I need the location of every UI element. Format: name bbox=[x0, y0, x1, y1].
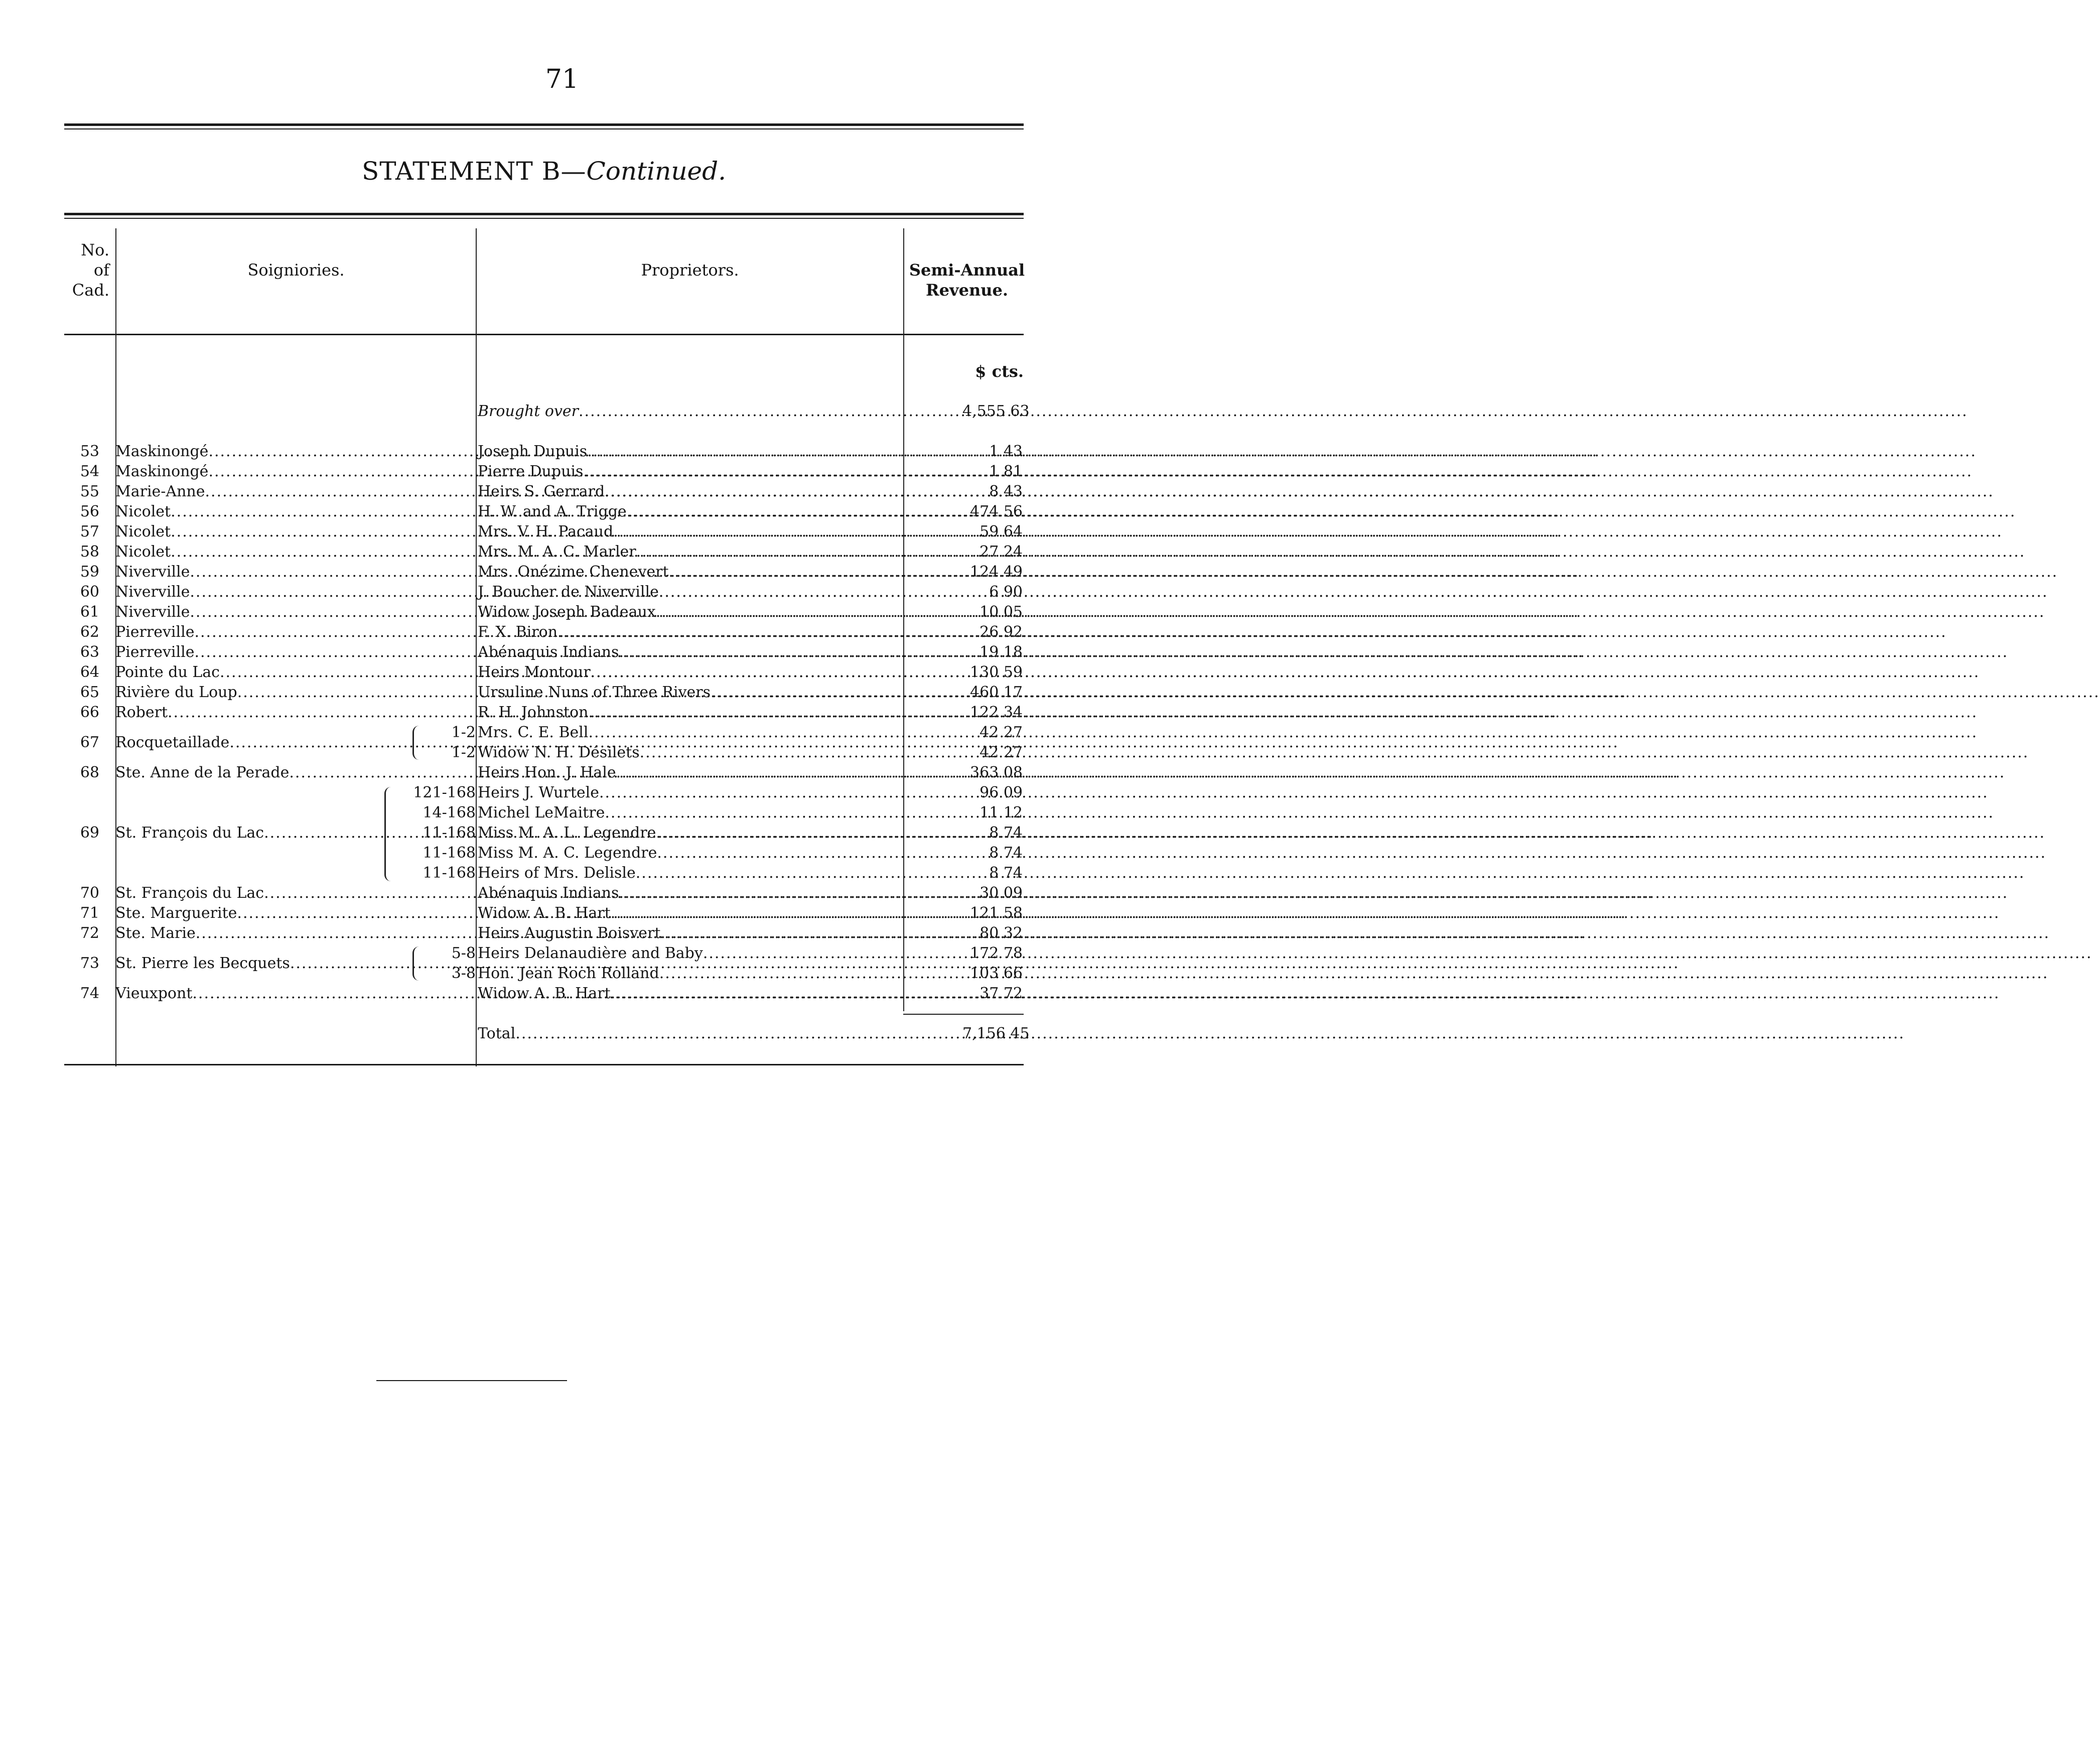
group-no-69: 69 bbox=[80, 824, 99, 842]
row-number: 59 bbox=[80, 563, 99, 581]
proprietor-cell bbox=[478, 984, 954, 1004]
seigniory-cell bbox=[115, 843, 476, 863]
proprietor-name: Mrs. C. E. Bell bbox=[478, 724, 589, 741]
table-row bbox=[64, 683, 1024, 703]
proprietor-cell bbox=[478, 642, 954, 662]
table-row bbox=[64, 883, 1024, 903]
table-row bbox=[64, 763, 1024, 783]
seigniory-cell bbox=[115, 602, 476, 622]
row-number: 62 bbox=[80, 623, 99, 641]
revenue-value: 27 24 bbox=[979, 543, 1023, 561]
proprietor-name: Miss M. A. C. Legendre bbox=[478, 844, 657, 862]
seigniory-name: Pierreville bbox=[115, 643, 195, 661]
total-row bbox=[64, 1024, 1030, 1044]
proprietor-cell bbox=[478, 622, 954, 642]
header-no-line2: of bbox=[93, 260, 109, 280]
header-no-line1: No. bbox=[81, 240, 109, 259]
revenue-value: 460 17 bbox=[970, 684, 1023, 701]
proprietor-cell bbox=[478, 683, 954, 703]
cadastre-code: 11-168 bbox=[423, 844, 476, 862]
table-row bbox=[64, 502, 1024, 522]
table-row bbox=[64, 803, 1024, 823]
revenue-value: 130 59 bbox=[970, 663, 1023, 681]
table-row bbox=[64, 582, 1024, 602]
proprietor-name: Mrs. M. A. C. Marler bbox=[478, 543, 636, 561]
group-seigniory-73 bbox=[64, 954, 1024, 974]
revenue-value: 8 74 bbox=[989, 824, 1023, 842]
seigniory-name: Niverville bbox=[115, 583, 190, 601]
row-number: 64 bbox=[80, 663, 99, 681]
proprietor-name: J. Boucher de Niverville bbox=[478, 583, 659, 601]
seigniory-name: Maskinongé bbox=[115, 443, 209, 460]
row-number: 56 bbox=[80, 503, 99, 520]
seigniory-cell bbox=[115, 442, 476, 462]
proprietor-cell bbox=[478, 522, 954, 542]
proprietor-name: F. X. Biron bbox=[478, 623, 558, 641]
seigniory-name: Niverville bbox=[115, 603, 190, 621]
seigniory-cell bbox=[115, 923, 476, 943]
table-row bbox=[64, 542, 1024, 562]
proprietor-name: Abénaquis Indians bbox=[478, 884, 619, 902]
table-row bbox=[64, 522, 1024, 542]
brought-over-text: Brought over bbox=[478, 402, 579, 420]
top-rule bbox=[64, 123, 1024, 126]
footer-rule bbox=[376, 1380, 567, 1381]
seigniory-cell bbox=[115, 562, 476, 582]
row-number: 53 bbox=[80, 443, 99, 460]
seigniory-cell bbox=[115, 863, 476, 883]
revenue-value: 103 66 bbox=[970, 965, 1023, 982]
seigniory-cell bbox=[115, 683, 476, 703]
proprietor-name: Heirs S. Gerrard bbox=[478, 483, 605, 500]
row-number: 63 bbox=[80, 643, 99, 661]
proprietor-name: Abénaquis Indians bbox=[478, 643, 619, 661]
cadastre-code: 5-8 bbox=[451, 944, 476, 962]
header-revenue bbox=[904, 260, 1030, 300]
revenue-value: 19 18 bbox=[979, 643, 1023, 661]
seigniory-cell bbox=[115, 522, 476, 542]
table-row bbox=[64, 903, 1024, 923]
revenue-value: 42 27 bbox=[979, 724, 1023, 741]
seigniory-cell bbox=[115, 622, 476, 642]
seigniory-cell bbox=[115, 502, 476, 522]
revenue-value: 42 27 bbox=[979, 744, 1023, 761]
table-row bbox=[64, 442, 1024, 462]
table-row bbox=[64, 602, 1024, 622]
seigniory-cell bbox=[115, 662, 476, 683]
top-rule-thin bbox=[64, 128, 1024, 129]
table-row bbox=[64, 984, 1024, 1004]
total-label-text: Total bbox=[478, 1025, 516, 1042]
row-number: 74 bbox=[80, 985, 99, 1002]
revenue-value: 8 74 bbox=[989, 844, 1023, 862]
total-value: 7,156 45 bbox=[962, 1025, 1030, 1042]
proprietor-name: Heirs Montour bbox=[478, 663, 591, 681]
row-number: 54 bbox=[80, 463, 99, 480]
bottom-rule bbox=[64, 1064, 1024, 1065]
revenue-value: 30 09 bbox=[979, 884, 1023, 902]
seigniory-cell bbox=[115, 642, 476, 662]
group-no-73: 73 bbox=[80, 955, 99, 972]
table-row bbox=[64, 662, 1024, 683]
proprietor-cell bbox=[478, 482, 954, 502]
seigniory-name: Vieuxpont bbox=[115, 985, 193, 1002]
table-row bbox=[64, 923, 1024, 943]
proprietor-name: Ursuline Nuns of Three Rivers bbox=[478, 684, 711, 701]
cadastre-code: 14-168 bbox=[423, 804, 476, 822]
group-seigniory-69 bbox=[64, 823, 1024, 843]
proprietor-name: Heirs Hon. J. Hale bbox=[478, 764, 616, 781]
header-revenue-line2: Revenue. bbox=[926, 281, 1008, 300]
proprietor-cell bbox=[478, 843, 954, 863]
seigniory-cell bbox=[115, 542, 476, 562]
revenue-value: 59 64 bbox=[979, 523, 1023, 540]
seigniory-name: Pierreville bbox=[115, 623, 195, 641]
seigniory-name: Nicolet bbox=[115, 543, 171, 561]
proprietor-cell bbox=[478, 502, 954, 522]
seigniory-cell bbox=[115, 482, 476, 502]
table-row bbox=[64, 703, 1024, 723]
cadastre-code: 1-2 bbox=[451, 724, 476, 741]
header-top-rule bbox=[64, 213, 1024, 215]
proprietor-name: Hon. Jean Roch Rolland bbox=[478, 965, 659, 982]
row-number: 55 bbox=[80, 483, 99, 500]
row-number: 66 bbox=[80, 704, 99, 721]
table-row bbox=[64, 783, 1024, 803]
brought-over-value: 4,555 63 bbox=[962, 402, 1030, 420]
proprietor-cell bbox=[478, 662, 954, 683]
table-row bbox=[64, 622, 1024, 642]
proprietor-name: Heirs of Mrs. Delisle bbox=[478, 864, 636, 882]
revenue-value: 124 49 bbox=[970, 563, 1023, 581]
row-number: 65 bbox=[80, 684, 99, 701]
seigniory-name: Maskinongé bbox=[115, 463, 209, 480]
seigniory-cell bbox=[115, 803, 476, 823]
proprietor-name: Widow N. H. Désilets bbox=[478, 744, 640, 761]
proprietor-name: Miss M. A. L. Legendre bbox=[478, 824, 656, 842]
title-continued: Continued. bbox=[586, 157, 727, 186]
header-no-line3: Cad. bbox=[72, 281, 109, 300]
group-seigniory-69-cell bbox=[115, 823, 442, 843]
table-row bbox=[64, 642, 1024, 662]
row-number: 72 bbox=[80, 924, 99, 942]
seigniory-name: Ste. Anne de la Perade bbox=[115, 764, 290, 781]
revenue-value: 6 90 bbox=[989, 583, 1023, 601]
seigniory-cell bbox=[115, 883, 476, 903]
seigniory-cell bbox=[115, 903, 476, 923]
proprietor-cell bbox=[478, 803, 954, 823]
group-seigniory-67 bbox=[64, 733, 1024, 753]
brace-69 bbox=[384, 787, 391, 881]
proprietor-cell bbox=[478, 703, 954, 723]
row-number: 61 bbox=[80, 603, 99, 621]
brace-73 bbox=[412, 946, 419, 981]
table-row bbox=[64, 562, 1024, 582]
header-seigniories: Soigniories. bbox=[247, 260, 345, 280]
revenue-value: 121 58 bbox=[970, 904, 1023, 922]
table-row bbox=[64, 863, 1024, 883]
proprietor-cell bbox=[478, 763, 954, 783]
revenue-value: 11 12 bbox=[979, 804, 1023, 822]
seigniory-name: Niverville bbox=[115, 563, 190, 581]
proprietor-name: Pierre Dupuis bbox=[478, 463, 584, 480]
cadastre-code: 3-8 bbox=[451, 965, 476, 982]
proprietor-name: Michel LeMaitre bbox=[478, 804, 605, 822]
proprietor-cell bbox=[478, 923, 954, 943]
header-bottom-rule bbox=[64, 334, 1024, 335]
group-no-67: 67 bbox=[80, 734, 99, 751]
proprietor-cell bbox=[478, 462, 954, 482]
group-seigniory-69-text: St. François du Lac bbox=[115, 824, 264, 842]
revenue-value: 1 43 bbox=[989, 443, 1023, 460]
cadastre-code: 11-168 bbox=[423, 824, 476, 842]
seigniory-name: Ste. Marie bbox=[115, 924, 196, 942]
proprietor-name: Widow A. B. Hart bbox=[478, 985, 611, 1002]
group-seigniory-73-text: St. Pierre les Becquets bbox=[115, 955, 290, 972]
header-top-rule-thin bbox=[64, 218, 1024, 219]
revenue-value: 474 56 bbox=[970, 503, 1023, 520]
row-number bbox=[64, 843, 99, 863]
brace-67 bbox=[412, 726, 419, 760]
proprietor-name: Heirs J. Wurtele bbox=[478, 784, 599, 801]
row-number bbox=[64, 863, 99, 883]
seigniory-name: Robert bbox=[115, 704, 168, 721]
brought-over-label bbox=[478, 401, 954, 422]
proprietor-name: Mrs. Onézime Chenevert bbox=[478, 563, 669, 581]
seigniory-name: St. François du Lac bbox=[115, 884, 264, 902]
revenue-value: 80 32 bbox=[979, 924, 1023, 942]
revenue-value: 8 43 bbox=[989, 483, 1023, 500]
statement-title bbox=[64, 157, 1024, 186]
row-number: 71 bbox=[80, 904, 99, 922]
row-number: 57 bbox=[80, 523, 99, 540]
table-row bbox=[64, 482, 1024, 502]
seigniory-name: Pointe du Lac bbox=[115, 663, 220, 681]
seigniory-cell bbox=[115, 984, 476, 1004]
seigniory-name: Marie-Anne bbox=[115, 483, 205, 500]
cadastre-code: 1-2 bbox=[451, 744, 476, 761]
proprietor-name: Heirs Augustin Boisvert bbox=[478, 924, 661, 942]
revenue-value: 26 92 bbox=[979, 623, 1023, 641]
proprietor-name: R. H. Johnston bbox=[478, 704, 589, 721]
revenue-value: 1 81 bbox=[989, 463, 1023, 480]
row-number bbox=[64, 803, 99, 823]
proprietor-name: Widow Joseph Badeaux bbox=[478, 603, 656, 621]
proprietor-cell bbox=[478, 602, 954, 622]
proprietor-cell bbox=[478, 903, 954, 923]
row-number: 68 bbox=[80, 764, 99, 781]
seigniory-name: Nicolet bbox=[115, 503, 171, 520]
title-main: STATEMENT B— bbox=[361, 157, 587, 186]
header-revenue-line1: Semi-Annual bbox=[909, 260, 1025, 280]
proprietor-cell bbox=[478, 442, 954, 462]
header-no bbox=[64, 240, 109, 300]
revenue-value: 37 72 bbox=[979, 985, 1023, 1002]
table-row bbox=[64, 843, 1024, 863]
seigniory-name: Rivière du Loup bbox=[115, 684, 237, 701]
seigniory-cell bbox=[115, 582, 476, 602]
total-rule bbox=[903, 1014, 1024, 1015]
table-row bbox=[64, 462, 1024, 482]
brought-over-row bbox=[64, 401, 1030, 422]
revenue-value: 10 05 bbox=[979, 603, 1023, 621]
proprietor-cell bbox=[478, 783, 954, 803]
proprietor-cell bbox=[478, 883, 954, 903]
proprietor-name: Joseph Dupuis bbox=[478, 443, 588, 460]
proprietor-cell bbox=[478, 863, 954, 883]
seigniory-name: Nicolet bbox=[115, 523, 171, 540]
proprietor-name: Mrs. V. H. Pacaud bbox=[478, 523, 614, 540]
revenue-value: 172 78 bbox=[970, 944, 1023, 962]
revenue-value: 96 09 bbox=[979, 784, 1023, 801]
header-proprietors: Proprietors. bbox=[641, 260, 739, 280]
revenue-value: 122 34 bbox=[970, 704, 1023, 721]
seigniory-name: Ste. Marguerite bbox=[115, 904, 237, 922]
seigniory-cell bbox=[115, 763, 476, 783]
group-seigniory-67-text: Rocquetaillade bbox=[115, 734, 230, 751]
row-number: 60 bbox=[80, 583, 99, 601]
proprietor-cell bbox=[478, 582, 954, 602]
row-number bbox=[64, 783, 99, 803]
proprietor-name: Widow A. B. Hart bbox=[478, 904, 611, 922]
cadastre-code: 11-168 bbox=[423, 864, 476, 882]
proprietor-cell bbox=[478, 542, 954, 562]
proprietor-name: H. W. and A. Trigge bbox=[478, 503, 627, 520]
seigniory-cell bbox=[115, 462, 476, 482]
proprietor-cell bbox=[478, 562, 954, 582]
currency-label: $ cts. bbox=[975, 362, 1024, 381]
total-label bbox=[478, 1024, 954, 1044]
revenue-value: 363 08 bbox=[970, 764, 1023, 781]
seigniory-cell bbox=[115, 783, 476, 803]
row-number: 70 bbox=[80, 884, 99, 902]
seigniory-cell bbox=[115, 703, 476, 723]
page-number: 71 bbox=[545, 64, 579, 94]
revenue-value: 8 74 bbox=[989, 864, 1023, 882]
row-number: 58 bbox=[80, 543, 99, 561]
cadastre-code: 121-168 bbox=[413, 784, 476, 801]
proprietor-name: Heirs Delanaudière and Baby bbox=[478, 944, 703, 962]
